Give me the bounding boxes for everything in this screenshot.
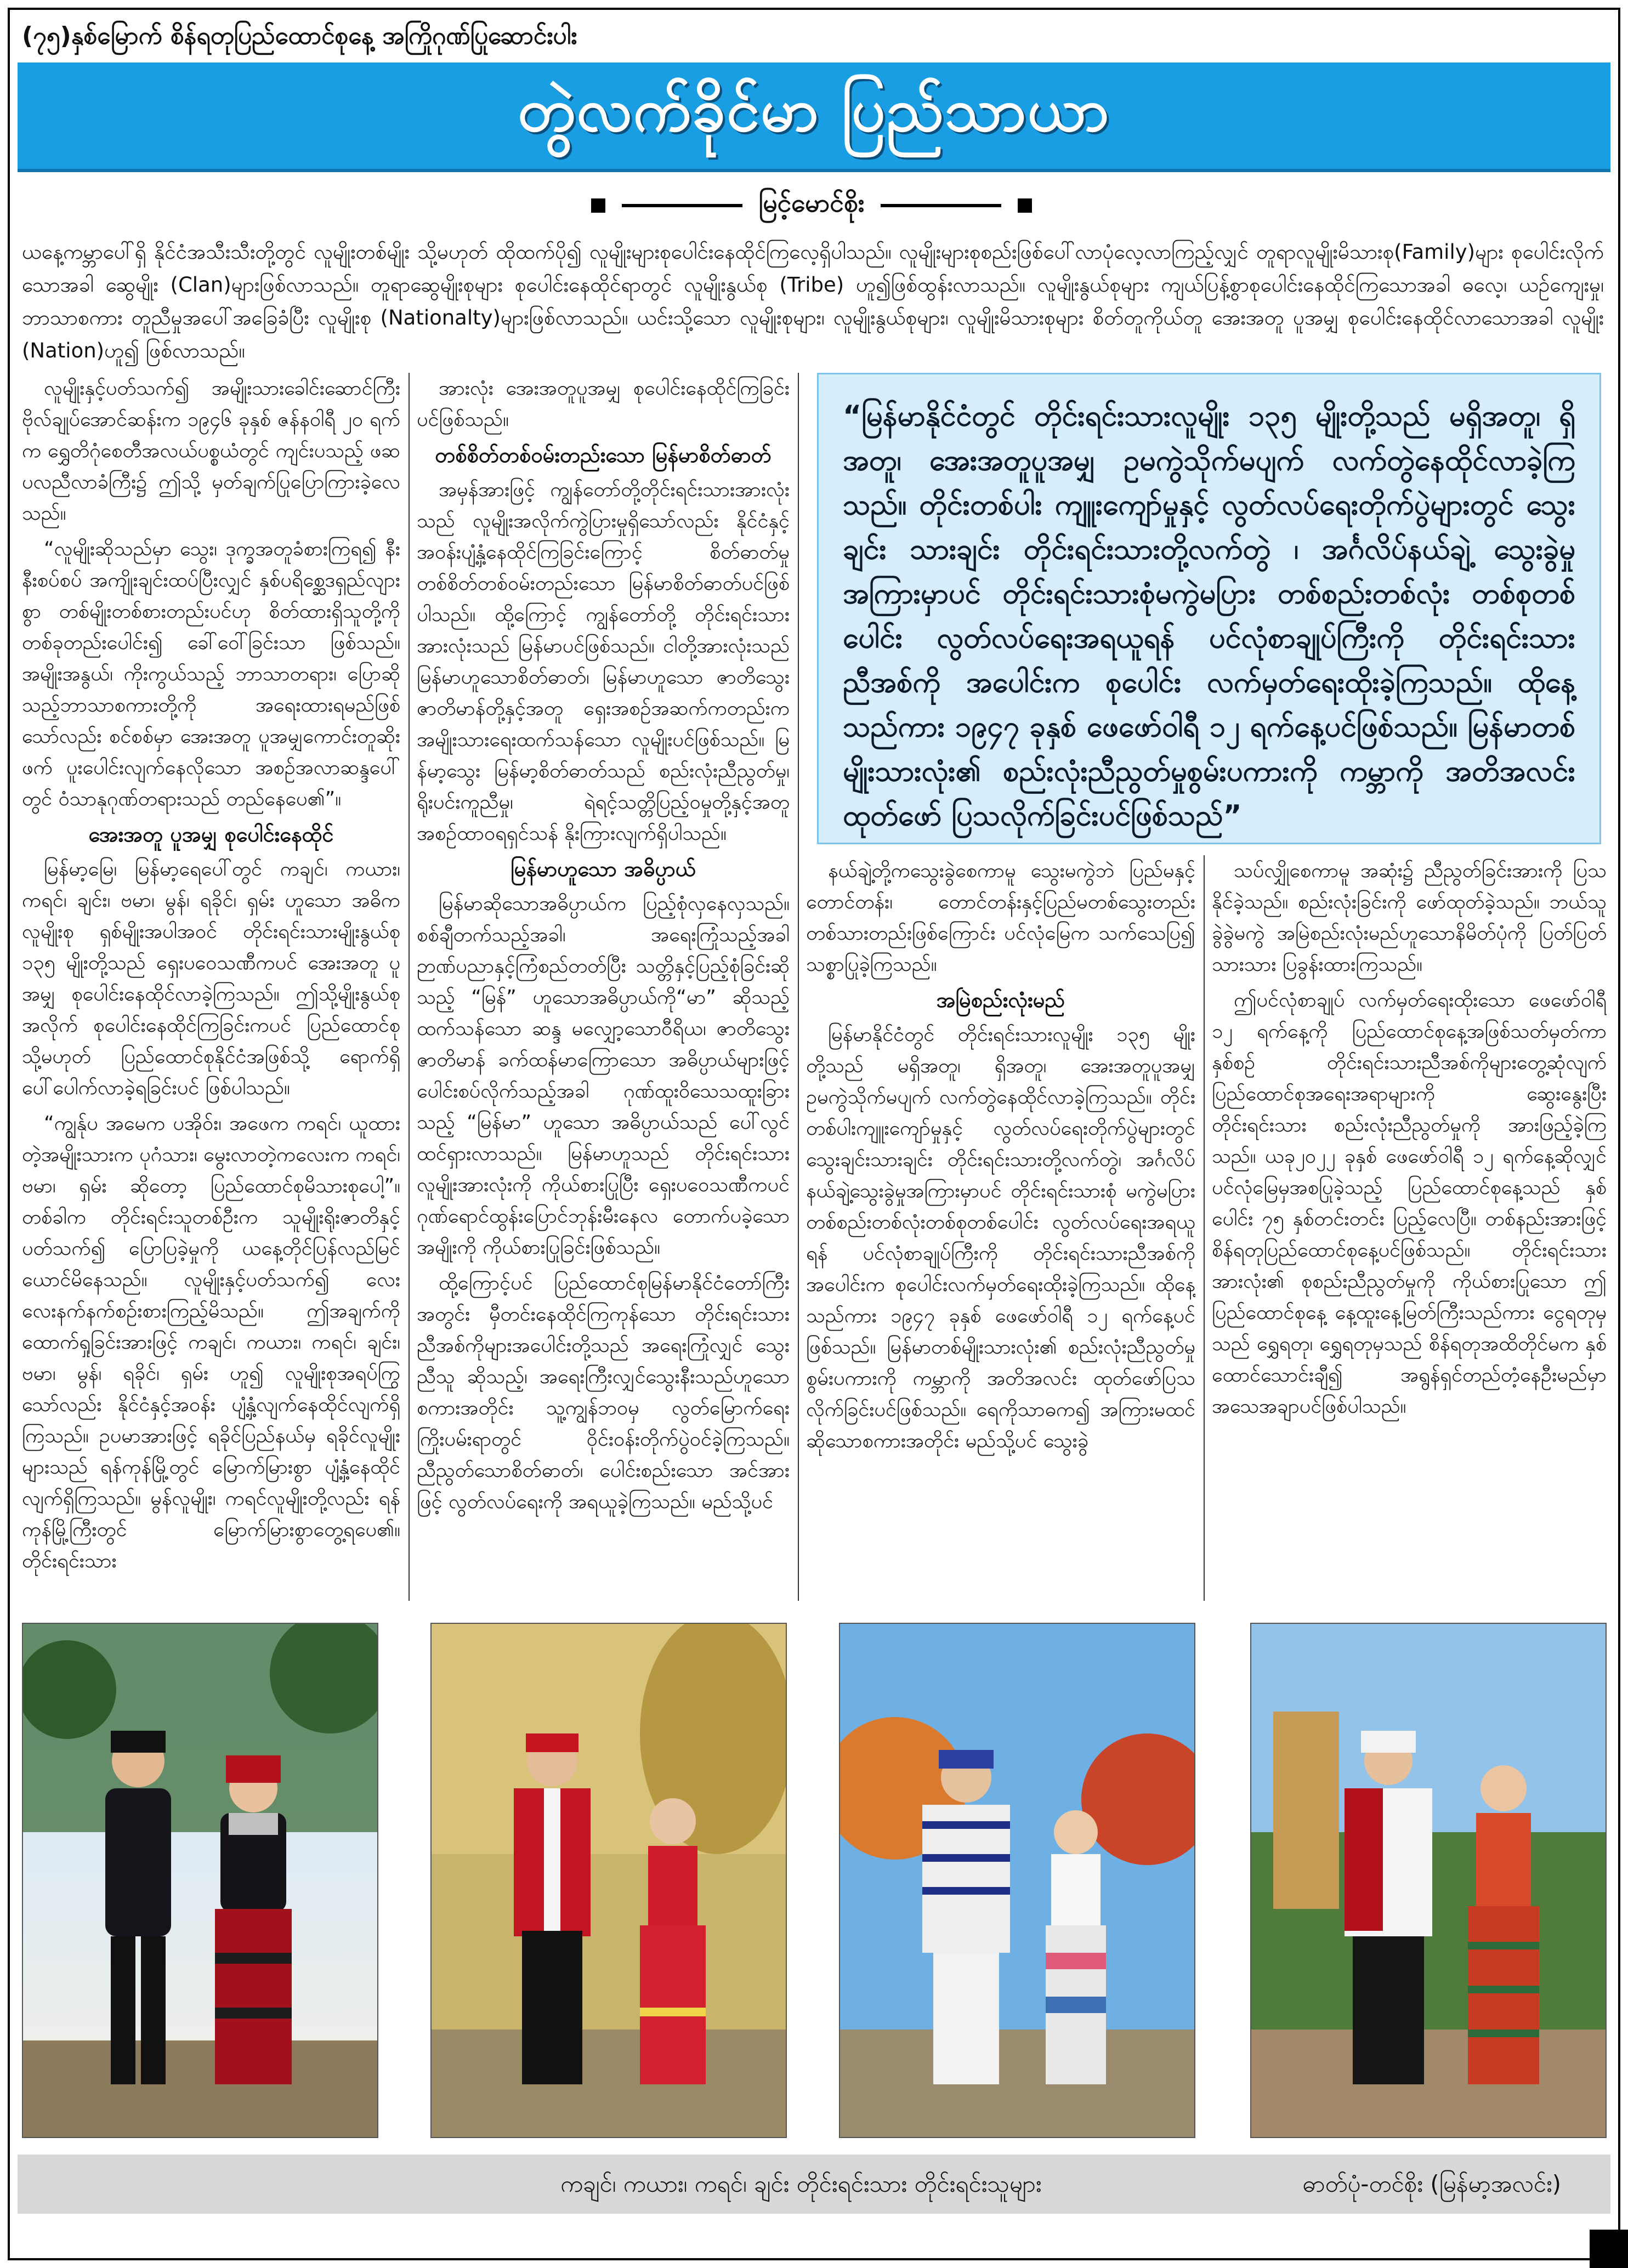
quote-paragraph: “လူမျိုးဆိုသည်မှာ သွေး၊ ဒုက္ခအတူခံစားကြရ၍ နီးနီးစပ်စပ် အကျိုးချင်းထပ်ပြီးလျှင် နှစ်ပရိစ္ဆေဒရှည်လျားစွာ တစ်မျိုးတစ်စားတည်းပင်ဟု စိတ်ထားရှိသူတို့ကို တစ်ခုတည်းပေါင်း၍ ခေါ်ဝေါ်ခြင်းသာ ဖြစ်သည်။ အမျိုးအနွယ်၊ ကိုးကွယ်သည့် ဘာသာတရား၊ ပြောဆိုသည့်ဘာသာစကားတို့ကို အရေးထားရမည်ဖြစ်သော်လည်း စင်စစ်မှာ အေးအတူ ပူအမျှကောင်းတူဆိုးဖက် ပူးပေါင်းလျက်နေလိုသော အစဉ်အလာဆန္ဒပေါ်တွင် ဝံသာနုဂုဏ်တရားသည် တည်နေပေ၏”။ [22, 538, 400, 810]
article-title: တွဲလက်ခိုင်မာ ပြည်သာယာ [518, 76, 1110, 145]
subheading: အေးအတူ ပူအမျှ စုပေါင်းနေထိုင် [88, 822, 334, 846]
paragraph: ထို့ကြောင့်ပင် ပြည်ထောင်စုမြန်မာနိုင်ငံတော်ကြီးအတွင်း မှီတင်းနေထိုင်ကြကုန်သော တိုင်းရင်းသားညီအစ်ကိုများအပေါင်းတို့သည် အရေးကြုံလျှင် သွေးညီသူ ဆိုသည့်၊ အရေးကြီးလျှင်သွေးနီးသည်ဟူသော စကားအတိုင်း သူ့ကျွန်ဘဝမှ လွတ်မြောက်ရေးကြိုးပမ်းရာတွင် ဝိုင်းဝန်းတိုက်ပွဲဝင်ခဲ့ကြသည်။ ညီညွတ်သောစိတ်ဓာတ်၊ ပေါင်းစည်းသော အင်အားဖြင့် လွတ်လပ်ရေးကို အရယူခဲ့ကြသည်။ မည်သို့ပင် [417, 1272, 790, 1513]
byline [570, 181, 1053, 230]
paragraph: လူမျိုးနှင့်ပတ်သက်၍ အမျိုးသားခေါင်းဆောင်ကြီး ဗိုလ်ချုပ်အောင်ဆန်းက ၁၉၄၆ ခုနှစ် ဇန်နဝါရီ ၂၀ ရက်က ရွှေတိဂုံစေတီအလယ်ပစ္စယံတွင် ကျင်းပသည့် ဖဆပလညီလာခံကြီး၌ ဤသို့ မှတ်ချက်ပြုပြောကြားခဲ့လေသည်။ [22, 377, 400, 525]
byline-rule-right [881, 204, 1001, 207]
paragraph: နယ်ချဲ့တို့ကသွေးခွဲစေကာမူ သွေးမကွဲဘဲ ပြည်မနှင့်တောင်တန်း၊ တောင်တန်းနှင့်ပြည်မတစ်သွေးတည်း တစ်သားတည်းဖြစ်ကြောင်း ပင်လုံမြေက သက်သေပြ၍ သစ္စာပြုခဲ့ကြသည်။ [806, 860, 1195, 976]
intro-paragraph: ယနေ့ကမ္ဘာပေါ်ရှိ နိုင်ငံအသီးသီးတို့တွင် လူမျိုးတစ်မျိုး သို့မဟုတ် ထိုထက်ပို၍ လူမျိုးများစုပေါင်းနေထိုင်ကြလေ့ရှိပါသည်။ လူမျိုးများစုစည်းဖြစ်ပေါ်လာပုံလေ့လာကြည့်လျှင် တူရာလူမျိုးမိသားစု(Family)များ စုပေါင်းလိုက်သောအခါ ဆွေမျိုး (Clan)များဖြစ်လာသည်။ တူရာဆွေမျိုးစုများ စုပေါင်းနေထိုင်ရာတွင် လူမျိုးနွယ်စု (Tribe) ဟူ၍ဖြစ်ထွန်းလာသည်။ လူမျိုးနွယ်စုများ ကျယ်ပြန့်စွာစုပေါင်းနေထိုင်ကြသောအခါ ဓလေ့၊ ယဉ်ကျေးမှု၊ ဘာသာစကား တူညီမှုအပေါ်အခြေခံပြီး လူမျိုးစု (Nationalty)များဖြစ်လာသည်။ ယင်းသို့သော လူမျိုးစုများ၊ လူမျိုးနွယ်စုများ၊ လူမျိုးမိသားစုများ စိတ်တူကိုယ်တူ အေးအတူ ပူအမျှ စုပေါင်းနေထိုင်လာသောအခါ လူမျိုး (Nation)ဟူ၍ ဖြစ်လာသည်။ [22, 240, 1604, 362]
column-1 [22, 373, 400, 1601]
page-corner-marker [1590, 2230, 1628, 2268]
title-banner [18, 62, 1610, 172]
byline-square-right [1018, 198, 1032, 213]
pull-quote: “မြန်မာနိုင်ငံတွင် တိုင်းရင်းသားလူမျိုး ၁၃၅ မျိုးတို့သည် မရှိအတူ၊ ရှိအတူ၊ အေးအတူပူအမျှ ဥမကွဲသိုက်မပျက် လက်တွဲနေထိုင်လာခဲ့ကြသည်။ တိုင်းတစ်ပါး ကျူးကျော်မှုနှင့် လွတ်လပ်ရေးတိုက်ပွဲများတွင် သွေးချင်း သားချင်း တိုင်းရင်းသားတို့လက်တွဲ ၊ အင်္ဂလိပ်နယ်ချဲ့ သွေးခွဲမှုအကြားမှာပင် တိုင်းရင်းသားစုံမကွဲမပြား တစ်စည်းတစ်လုံး တစ်စုတစ်ပေါင်း လွတ်လပ်ရေးအရယူရန် ပင်လုံစာချုပ်ကြီးကို တိုင်းရင်းသားညီအစ်ကို အပေါင်းက စုပေါင်း လက်မှတ်ရေးထိုးခဲ့ကြသည်။ ထိုနေ့သည်ကား ၁၉၄၇ ခုနှစ် ဖေဖော်ဝါရီ ၁၂ ရက်နေ့ပင်ဖြစ်သည်။ မြန်မာတစ်မျိုးသားလုံး၏ စည်းလုံးညီညွတ်မှုစွမ်းပကားကို ကမ္ဘာကို အတိအလင်း ထုတ်ဖော် ပြသလိုက်ခြင်းပင်ဖြစ်သည်” [817, 373, 1601, 844]
column-4 [1212, 855, 1607, 1601]
article-kicker: (၇၅)နှစ်မြောက် စိန်ရတုပြည်ထောင်စုနေ့ အကြိုဂုဏ်ပြုဆောင်းပါး [22, 22, 577, 50]
byline-rule-left [622, 204, 742, 207]
paragraph: “ကျွန်ုပ အမေက ပအိုဝ်း၊ အဖေက ကရင်၊ ယူထားတဲ့အမျိုးသားက ပုဂံသား၊ မွေးလာတဲ့ကလေးက ကရင်၊ ဗမာ၊ ရှမ်း ဆိုတော့ ပြည်ထောင်စုမိသားစုပေါ့”။ တစ်ခါက တိုင်းရင်းသူတစ်ဦးက သူမျိုးရိုးဇာတိနှင့်ပတ်သက်၍ ပြောပြခဲ့မှုကို ယနေ့တိုင်ပြန်လည်မြင်ယောင်မိနေသည်။ လူမျိုးနှင့်ပတ်သက်၍ လေးလေးနက်နက်စဉ်းစားကြည့်မိသည်။ ဤအချက်ကိုထောက်ရှုခြင်းအားဖြင့် ကချင်၊ ကယား၊ ကရင်၊ ချင်း၊ ဗမာ၊ မွန်၊ ရခိုင်၊ ရှမ်း ဟူ၍ လူမျိုးစုအရပ်ကြွသော်လည်း နိုင်ငံနှင့်အဝန်း ပျံ့နှံ့လျက်နေထိုင်လျက်ရှိကြသည်။ ဥပမာအားဖြင့် ရခိုင်ပြည်နယ်မှ ရခိုင်လူမျိုးများသည် ရန်ကုန်မြို့တွင် မြောက်မြားစွာ ပျံ့နှံ့နေထိုင်လျက်ရှိကြသည်။ မွန်လူမျိုး၊ ကရင်လူမျိုးတို့လည်း ရန်ကုန်မြို့ကြီးတွင် မြောက်မြားစွာတွေ့ရပေ၏။ တိုင်းရင်းသား [22, 1112, 400, 1572]
photo-chin-couple [1250, 1623, 1607, 2138]
byline-square-left [591, 198, 605, 213]
paragraph: ဤပင်လုံစာချုပ် လက်မှတ်ရေးထိုးသော ဖေဖော်ဝါရီ ၁၂ ရက်နေ့ကို ပြည်ထောင်စုနေ့အဖြစ်သတ်မှတ်ကာ နှစ်စဉ် တိုင်းရင်းသားညီအစ်ကိုများတွေ့ဆုံလျက် ပြည်ထောင်စုအရေးအရာများကို ဆွေးနွေးပြီး တိုင်းရင်းသား စည်းလုံးညီညွတ်မှုကို အားဖြည့်ခဲ့ကြသည်။ ယခု၂၀၂၂ ခုနှစ် ဖေဖော်ဝါရီ ၁၂ ရက်နေ့ဆိုလျှင် ပင်လုံမြေမှအစပြုခဲ့သည့် ပြည်ထောင်စုနေ့သည် နှစ်ပေါင်း ၇၅ နှစ်တင်းတင်း ပြည့်လေပြီ။ တစ်နည်းအားဖြင့် စိန်ရတုပြည်ထောင်စုနေ့ပင်ဖြစ်သည်။ တိုင်းရင်းသားအားလုံး၏ စုစည်းညီညွတ်မှုကို ကိုယ်စားပြုသော ဤ ပြည်ထောင်စုနေ့ နေ့ထူးနေ့မြတ်ကြီးသည်ကား ငွေရတုမှသည် ရွှေရတု၊ ရွှေရတုမှသည် စိန်ရတုအထိတိုင်မက နှစ်ထောင်သောင်းချီ၍ အရွန်ရှင်တည်တံ့နေဦးမည်မှာ အသေအချာပင်ဖြစ်ပါသည်။ [1212, 989, 1607, 1418]
paragraph: အမှန်အားဖြင့် ကျွန်တော်တို့တိုင်းရင်းသားအားလုံးသည် လူမျိုးအလိုက်ကွဲပြားမှုရှိသော်လည်း နိုင်ငံနှင့် အဝန်းပျံ့နှံ့နေထိုင်ကြခြင်းကြောင့် စိတ်ဓာတ်မှု တစ်စိတ်တစ်ဝမ်းတည်းသော မြန်မာစိတ်ဓာတ်ပင်ဖြစ်ပါသည်။ ထို့ကြောင့် ကျွန်တော်တို့ တိုင်းရင်းသားအားလုံးသည် မြန်မာပင်ဖြစ်သည်။ ငါတို့အားလုံးသည် မြန်မာဟူသောစိတ်ဓာတ်၊ မြန်မာဟူသော ဇာတိသွေးဇာတိမာန်တို့နှင့်အတူ ရှေးအစဉ်အဆက်ကတည်းက အမျိုးသားရေးထက်သန်သော လူမျိုးပင်ဖြစ်သည်။ မြန်မာ့သွေး မြန်မာ့စိတ်ဓာတ်သည် စည်းလုံးညီညွတ်မှု၊ ရိုးပင်းကူညီမှု၊ ရဲရင့်သတ္တိပြည့်ဝမှုတို့နှင့်အတူ အစဉ်ထာဝရရှင်သန် နိုးကြားလျက်ရှိပါသည်။ [417, 479, 790, 845]
paragraph: သပ်လျှိုစေကာမူ အဆုံး၌ ညီညွတ်ခြင်းအားကို ပြသနိုင်ခဲ့သည်။ စည်းလုံးခြင်းကို ဖော်ထုတ်ခဲ့သည်။ ဘယ်သူခွဲခွဲမကွဲ အမြဲစည်းလုံးမည်ဟူသောနိမိတ်ပုံကို ပြတ်ပြတ်သားသား ပြခွန်းထားကြသည်။ [1212, 860, 1607, 976]
column-rule [1204, 855, 1205, 1601]
column-rule [409, 373, 410, 1601]
photo-caption-bar [18, 2155, 1610, 2214]
paragraph: မြန်မာနိုင်ငံတွင် တိုင်းရင်းသားလူမျိုး ၁၃၅ မျိုးတို့သည် မရှိအတူ၊ ရှိအတူ၊ အေးအတူပူအမျှ ဥမကွဲသိုက်မပျက် လက်တွဲနေထိုင်လာခဲ့ကြသည်။ တိုင်းတစ်ပါးကျူးကျော်မှုနှင့် လွတ်လပ်ရေးတိုက်ပွဲများတွင် သွေးချင်းသားချင်း တိုင်းရင်းသားတို့လက်တွဲ၊ အင်္ဂလိပ်နယ်ချဲ့သွေးခွဲမှုအကြားမှာပင် တိုင်းရင်းသားစုံ မကွဲမပြားတစ်စည်းတစ်လုံးတစ်စုတစ်ပေါင်း လွတ်လပ်ရေးအရယူရန် ပင်လုံစာချုပ်ကြီးကို တိုင်းရင်းသားညီအစ်ကိုအပေါင်းက စုပေါင်းလက်မှတ်ရေးထိုးခဲ့ကြသည်။ ထိုနေ့သည်ကား ၁၉၄၇ ခုနှစ် ဖေဖော်ဝါရီ ၁၂ ရက်နေ့ပင်ဖြစ်သည်။ မြန်မာတစ်မျိုးသားလုံး၏ စည်းလုံးညီညွတ်မှုစွမ်းပကားကို ကမ္ဘာကို အတိအလင်း ထုတ်ဖော်ပြသလိုက်ခြင်းပင်ဖြစ်သည်။ ရေကိုသာဓက၍ အကြားမထင် ဆိုသောစကားအတိုင်း မည်သို့ပင် သွေးခွဲ [806, 1024, 1195, 1452]
column-3 [806, 855, 1195, 1601]
paragraph: အားလုံး အေးအတူပူအမျှ စုပေါင်းနေထိုင်ကြခြင်း ပင်ဖြစ်သည်။ [417, 377, 790, 431]
column-2 [417, 373, 790, 1601]
subheading: မြန်မာဟူသော အဓိပ္ပာယ် [510, 857, 696, 881]
column-rule [798, 373, 799, 1601]
author-name: မြင့်မောင်စိုး [758, 187, 865, 218]
subheading: အမြဲစည်းလုံးမည် [936, 988, 1065, 1012]
paragraph: မြန်မာ့မြေ၊ မြန်မာ့ရေပေါ်တွင် ကချင်၊ ကယား၊ ကရင်၊ ချင်း၊ ဗမာ၊ မွန်၊ ရခိုင်၊ ရှမ်း ဟူသော အဓိကလူမျိုးစု ရှစ်မျိုးအပါအဝင် တိုင်းရင်းသားမျိုးနွယ်စု ၁၃၅ မျိုးတို့သည် ရှေးပဝေသဏီကပင် အေးအတူ ပူအမျှ စုပေါင်းနေထိုင်လာခဲ့ကြသည်။ ဤသို့မျိုးနွယ်စုအလိုက် စုပေါင်းနေထိုင်ကြခြင်းကပင် ပြည်ထောင်စု သို့မဟုတ် ပြည်ထောင်စုနိုင်ငံအဖြစ်သို့ ရောက်ရှိပေါ်ပေါက်လာခဲ့ရခြင်းပင် ဖြစ်ပါသည်။ [22, 858, 400, 1099]
paragraph: မြန်မာဆိုသောအဓိပ္ပာယ်က ပြည့်စုံလှနေလှသည်။ စစ်ချီတက်သည့်အခါ၊ အရေးကြုံသည့်အခါ ဉာဏ်ပညာနှင့်ကြံစည်တတ်ပြီး သတ္တိနှင့်ပြည့်စုံခြင်းဆိုသည့် “မြန်” ဟူသောအဓိပ္ပာယ်ကို“မာ” ဆိုသည့် ထက်သန်သော ဆန္ဒ မလျှော့သောဝီရိယ၊ ဇာတိသွေး ဇာတိမာန် ခက်ထန်မာကြောသော အဓိပ္ပာယ်များဖြင့် ပေါင်းစပ်လိုက်သည့်အခါ ဂုဏ်ထူးဝိသေသထူးခြားသည့် “မြန်မာ” ဟူသော အဓိပ္ပာယ်သည် ပေါ်လွင်ထင်ရှားလာသည်။ မြန်မာဟူသည် တိုင်းရင်းသားလူမျိုးအားလုံးကို ကိုယ်စားပြုပြီး ရှေးပဝေသဏီကပင် ဂုဏ်ရောင်ထွန်းပြောင်ဘုန်းမီးနေလ တောက်ပခဲ့သော အမျိုးကို ကိုယ်စားပြုခြင်းဖြစ်သည်။ [417, 893, 790, 1259]
photo-kachin-couple [22, 1623, 378, 2138]
photo-kayin-couple [839, 1623, 1195, 2138]
photo-kayah-couple [430, 1623, 787, 2138]
photo-caption: ကချင်၊ ကယား၊ ကရင်၊ ချင်း တိုင်းရင်းသား တိုင်းရင်းသူများ [560, 2170, 1042, 2197]
photo-strip [22, 1623, 1607, 2138]
photo-credit: ဓာတ်ပုံ-တင်စိုး (မြန်မာ့အလင်း) [1302, 2170, 1561, 2197]
subheading: တစ်စိတ်တစ်ဝမ်းတည်းသော မြန်မာစိတ်ဓာတ် [435, 443, 772, 467]
